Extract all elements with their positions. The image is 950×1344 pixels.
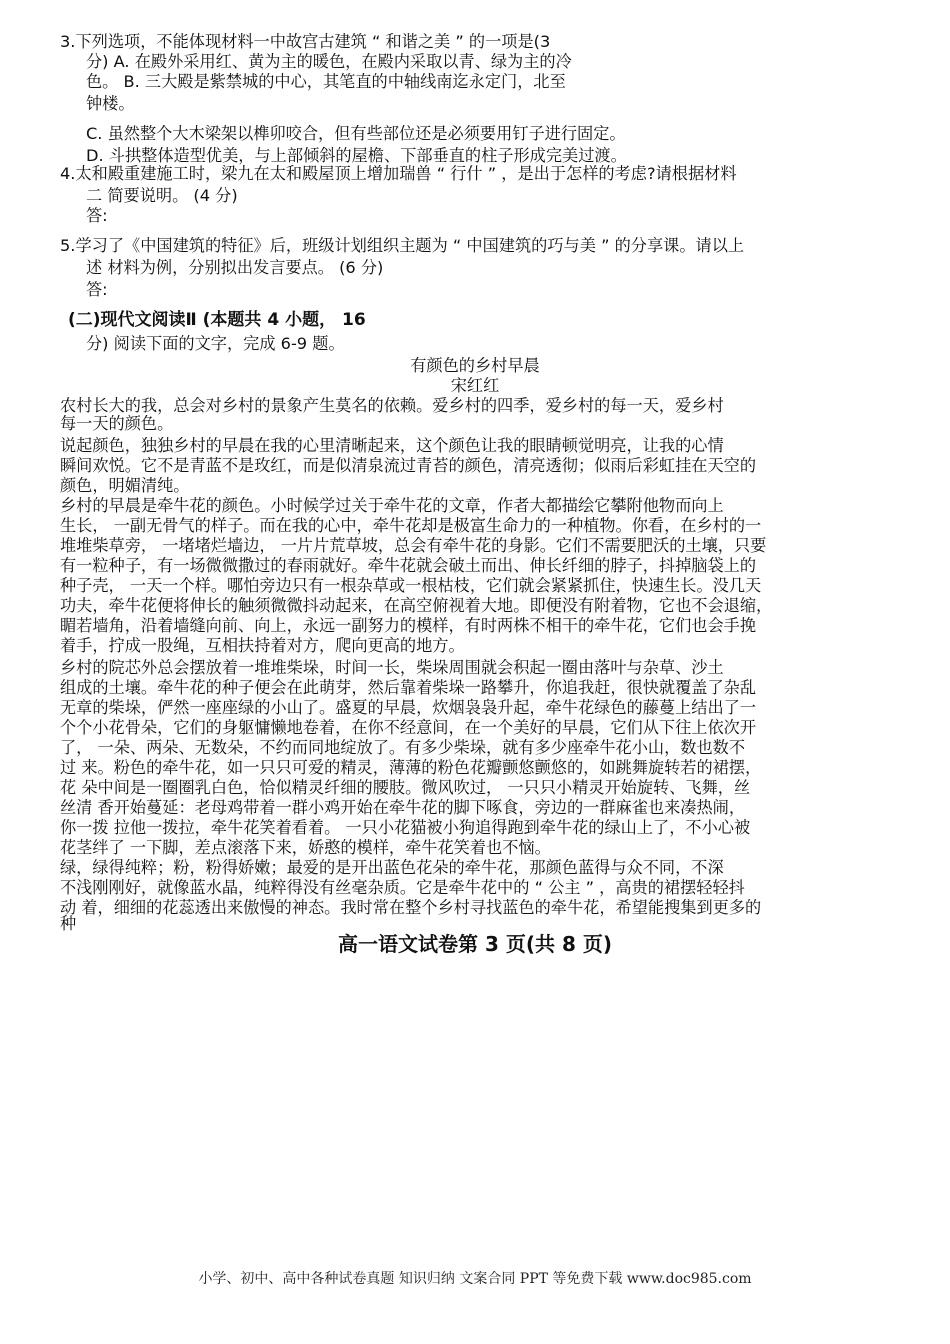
article-author: 宋红红 <box>450 376 500 395</box>
article-line: 个个小花骨朵，它们的身躯慵懒地卷着，在你不经意间，在一个美好的早晨，它们从下往上依次开 <box>60 718 757 737</box>
q4-stem-line1: 4.太和殿重建施工时，梁九在太和殿屋顶上增加瑞兽 “ 行什 ” ，是出于怎样的考虑?请根据材料 <box>60 164 737 183</box>
q4-stem-line2: 二 简要说明。 (4 分) <box>86 186 238 205</box>
article-line: 乡村的院芯外总会摆放着一堆堆柴垛，时间一长，柴垛周围就会积起一圈由落叶与杂草、沙土 <box>60 658 724 677</box>
site-footer-banner: 小学、初中、高中各种试卷真题 知识归纳 文案合同 PPT 等免费下载 www.doc985.com <box>198 1271 752 1287</box>
article-title: 有颜色的乡村早晨 <box>410 356 540 375</box>
article-line: 动 着，细细的花蕊透出来傲慢的神态。我时常在整个乡村寻找蓝色的牵牛花，希望能搜集到更多的 <box>60 898 762 917</box>
article-line: 种 <box>60 914 77 933</box>
article-line: 花 朵中间是一圈圈乳白色，恰似精灵纤细的腰肢。微风吹过， 一只只小精灵开始旋转、飞舞，丝 <box>60 778 751 797</box>
article-line: 有一粒种子，有一场微微撒过的春雨就好。牵牛花就会破土而出、伸长纤细的脖子，抖掉脑袋上的 <box>60 556 757 575</box>
section-heading-line2: 分) 阅读下面的文字，完成 6-9 题。 <box>86 334 345 353</box>
article-line: 组成的土壤。牵牛花的种子便会在此萌芽，然后靠着柴垛一路攀升，你追我赶，很快就覆盖了杂乱 <box>60 678 757 697</box>
article-line: 每一天的颜色。 <box>60 414 174 433</box>
article-line: 种子壳， 一天一个样。哪怕旁边只有一根杂草或一根枯枝，它们就会紧紧抓住，快速生长。没几天 <box>60 576 762 595</box>
article-line: 农村长大的我，总会对乡村的景象产生莫名的依赖。爱乡村的四季，爱乡村的每一天，爱乡村 <box>60 396 724 415</box>
q5-answer-label: 答: <box>86 280 108 299</box>
q3-stem-line1: 3.下列选项，不能体现材料一中故宫古建筑 “ 和谐之美 ” 的一项是(3 <box>60 32 551 51</box>
q3-stem-line4: 钟楼。 <box>86 94 135 113</box>
article-line: 堆堆柴草旁， 一堵堵烂墙边， 一片片荒草坡，总会有牵牛花的身影。它们不需要肥沃的土壤，只要 <box>60 536 767 555</box>
article-line: 你一拨 拉他一拨拉，牵牛花笑着看着。 一只小花猫被小狗追得跑到牵牛花的绿山上了，不小心被 <box>60 818 751 837</box>
article-line: 乡村的早晨是牵牛花的颜色。小时候学过关于牵牛花的文章，作者大都描绘它攀附他物而向上 <box>60 496 724 515</box>
article-line: 不浅刚刚好，就像蓝水晶，纯粹得没有丝毫杂质。它是牵牛花中的 “ 公主 ” ，高贵的裙摆轻轻抖 <box>60 878 745 897</box>
article-line: 睸若墙角，沿着墙缝向前、向上，永远一副努力的模样，有时两株不相干的牵牛花，它们也会手挽 <box>60 616 757 635</box>
q4-answer-label: 答: <box>86 206 108 225</box>
article-line: 绿，绿得纯粹；粉，粉得娇嫩；最爱的是开出蓝色花朵的牵牛花，那颜色蓝得与众不同，不深 <box>60 858 724 877</box>
section-heading-line1: (二)现代文阅读Ⅱ (本题共 4 小题， 16 <box>68 310 366 330</box>
page-number-label: 高一语文试卷第 3 页(共 8 页) <box>338 932 612 956</box>
article-line: 说起颜色，独独乡村的早晨在我的心里清晰起来，这个颜色让我的眼睛顿觉明亮，让我的心情 <box>60 436 724 455</box>
article-line: 无章的柴垛，俨然一座座绿的小山了。盛夏的早晨，炊烟袅袅升起，牵牛花绿色的藤蔓上结出了一 <box>60 698 757 717</box>
q5-stem-line2: 述 材料为例，分别拟出发言要点。 (6 分) <box>86 258 384 277</box>
article-line: 着手，拧成一股绳，互相扶持着对方，爬向更高的地方。 <box>60 636 465 655</box>
q3-stem-line3: 色。 B. 三大殿是紫禁城的中心，其笔直的中轴线南迄永定门，北至 <box>86 72 566 91</box>
article-line: 瞬间欢悦。它不是青蓝不是玫红，而是似清泉流过青苔的颜色，清亮透彻；似雨后彩虹挂在天空的 <box>60 456 757 475</box>
q3-option-c: C. 虽然整个大木梁架以榫卯咬合，但有些部位还是必须要用钉子进行固定。 <box>86 124 626 143</box>
article-line: 丝清 香开始蔓延：老母鸡带着一群小鸡开始在牵牛花的脚下啄食，旁边的一群麻雀也来凑热闹， <box>60 798 746 817</box>
article-line: 颜色，明媚清纯。 <box>60 476 190 495</box>
q5-stem-line1: 5.学习了《中国建筑的特征》后，班级计划组织主题为 “ 中国建筑的巧与美 ” 的分享课。请以上 <box>60 236 745 255</box>
article-line: 生长， 一副无骨气的样子。而在我的心中，牵牛花却是极富生命力的一种植物。你看，在乡村的一 <box>60 516 762 535</box>
article-line: 过 来。粉色的牵牛花，如一只只可爱的精灵，薄薄的粉色花瓣颤悠颤悠的，如跳舞旋转若的裙摆， <box>60 758 762 777</box>
article-line: 了， 一朵、两朵、无数朵，不约而同地绽放了。有多少柴垛，就有多少座牵牛花小山，数也数不 <box>60 738 746 757</box>
article-line: 功夫，牵牛花便将伸长的触须微微抖动起来，在高空俯视着大地。即便没有附着物，它也不会退缩， <box>60 596 773 615</box>
q3-stem-line2: 分) A. 在殿外采用红、黄为主的暖色，在殿内采取以青、绿为主的冷 <box>86 52 572 71</box>
article-line: 花茎绊了 一下脚，差点滚落下来，娇憨的模样，牵牛花笑着也不恼。 <box>60 838 551 857</box>
q3-option-d: D. 斗拱整体造型优美，与上部倾斜的屋檐、下部垂直的柱子形成完美过渡。 <box>86 146 627 165</box>
